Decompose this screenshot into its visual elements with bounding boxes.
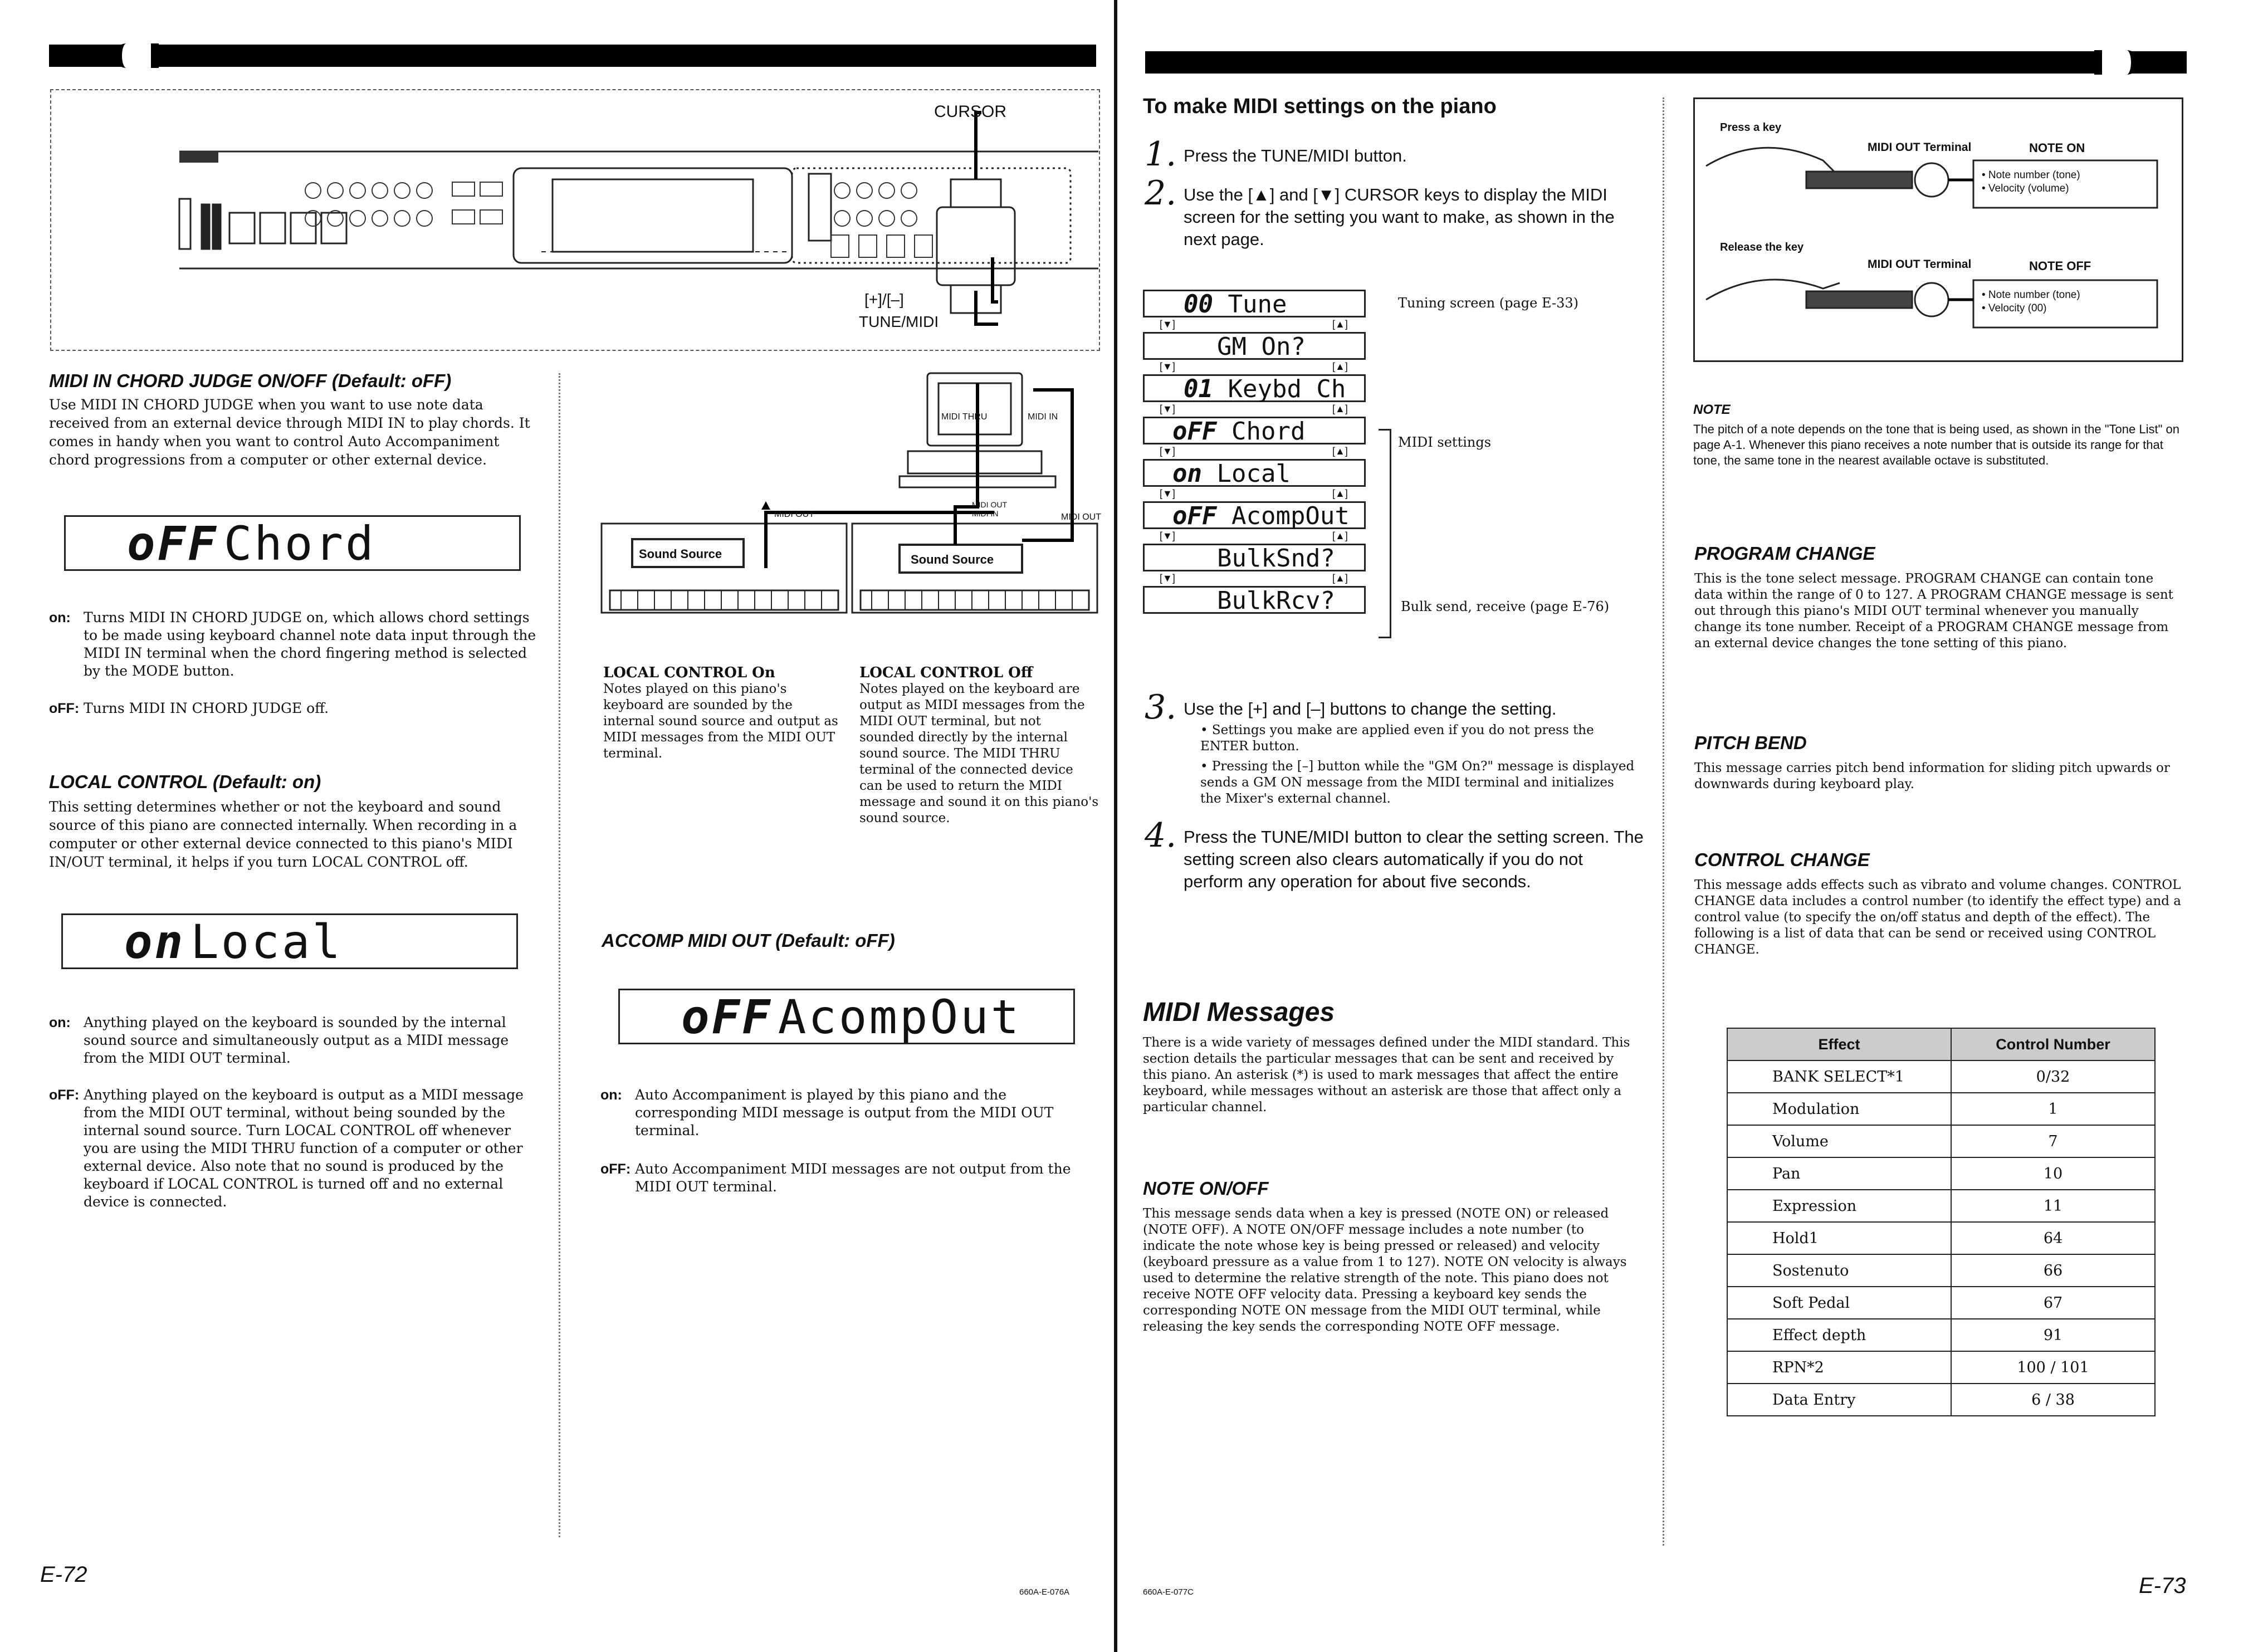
left-header-notch [114, 43, 159, 68]
screen-keybd-ch: 01 Keybd Ch [1143, 374, 1366, 402]
right-page-number: E-73 [2139, 1573, 2186, 1598]
note-on-label: NOTE ON [2029, 141, 2085, 155]
screen-arrows: [▼] [▲] [1160, 361, 1348, 372]
terminal-label-off: MIDI OUT Terminal [1868, 258, 1972, 271]
note-diagram [1693, 97, 2183, 362]
page-gutter [1114, 0, 1117, 1652]
option-text: Turns MIDI IN CHORD JUDGE off. [84, 700, 329, 716]
step-3 [1145, 688, 1646, 727]
table-cell: RPN*2 [1727, 1351, 1951, 1384]
connection-drawing [599, 368, 1111, 635]
screen-bulk-receive: BulkRcv? [1143, 586, 1366, 614]
tune-midi-callout: TUNE/MIDI [859, 313, 939, 330]
screen-local: on Local [1143, 459, 1366, 487]
cursor-callout: CURSOR [934, 102, 1007, 121]
step-2 [1145, 174, 1646, 251]
local-off-title: LOCAL CONTROL Off [859, 664, 1033, 681]
diagram-midi-out-right: MIDI OUT [1061, 512, 1101, 522]
local-off-text: Notes played on the keyboard are output as MIDI messages from the MIDI OUT terminal, but not sounded directly by the internal sound source. The MIDI THRU terminal of the connected device can be used to return the MIDI message and sound it on this piano's sound source. [859, 682, 1099, 825]
local-control-diagram [599, 368, 1111, 635]
accomp-on-option [600, 1086, 1096, 1140]
step-number: 3. [1145, 688, 1177, 727]
local-on-text: Notes played on this piano's keyboard are sounded by the internal sound source and output as MIDI messages from the MIDI OUT terminal. [603, 682, 838, 761]
chord-judge-text: Use MIDI IN CHORD JUDGE when you want to use note data received from an external device through MIDI IN to play chords. It comes in handy when you want to control Auto Accompaniment chord progressions from a computer or other external device. [49, 397, 530, 468]
option-text: Anything played on the keyboard is sounded by the internal sound source and simultaneously output as a MIDI message from the MIDI OUT terminal. [84, 1014, 509, 1066]
accomp-lcd-text: AcompOut [778, 990, 1022, 1044]
local-on-title: LOCAL CONTROL On [603, 664, 775, 681]
step-number: 2. [1145, 174, 1177, 213]
table-row [1727, 1287, 2155, 1319]
program-change-heading: PROGRAM CHANGE [1694, 543, 1875, 564]
table-cell: Sostenuto [1727, 1254, 1951, 1287]
diagram-midi-thru: MIDI THRU [941, 412, 988, 422]
option-tag: oFF: [49, 1087, 80, 1103]
accomp-off-option [600, 1160, 1096, 1196]
right-header-notch [2094, 50, 2139, 75]
midi-messages-text: There is a wide variety of messages defined under the MIDI standard. This section details the particular messages that can be sent and received by this piano. An asterisk (*) is used to mark messages that affect the entire keyboard, while messages without an asterisk are those that affect only a particular channel. [1143, 1035, 1630, 1115]
table-cell: 66 [1951, 1254, 2155, 1287]
release-key-label: Release the key [1720, 241, 1804, 253]
control-number-table [1727, 1028, 2156, 1416]
chord-lcd-key: oFF [127, 516, 218, 571]
note-onoff-text: This message sends data when a key is pressed (NOTE ON) or released (NOTE OFF). A NOTE ON/OFF message includes a note number (to indicate the note whose key is being pressed or released) and velocity (keyboard pressure as a value from 1 to 127). NOTE ON velocity is always used to determine the relative strength of the note. This piano does not receive NOTE OFF velocity data. Pressing a keyboard key sends the corresponding NOTE ON message from the MIDI OUT terminal, while releasing the key sends the corresponding NOTE OFF message. [1143, 1206, 1627, 1334]
chord-lcd-text: Chord [223, 516, 376, 571]
step-text: Press the TUNE/MIDI button to clear the setting screen. The setting screen also clears automatically if you do not perform any operation for about five seconds. [1184, 827, 1644, 891]
chord-lcd [64, 515, 521, 571]
diagram-midi-in: MIDI IN [1028, 412, 1058, 422]
accomp-heading: ACCOMP MIDI OUT (Default: oFF) [602, 930, 895, 951]
panel-illustration [50, 89, 1100, 351]
screen-arrows: [▼] [▲] [1160, 530, 1348, 541]
midi-messages-heading: MIDI Messages [1143, 998, 1335, 1027]
chord-judge-heading: MIDI IN CHORD JUDGE ON/OFF (Default: oFF) [49, 370, 452, 391]
note-diagram-drawing [1695, 99, 2182, 360]
table-cell: 100 / 101 [1951, 1351, 2155, 1384]
screen-label-midi: MIDI settings [1398, 434, 1492, 450]
screen-gm-on: GM On? [1143, 332, 1366, 360]
note-on-details: • Note number (tone) • Velocity (volume) [1982, 169, 2080, 194]
option-tag: on: [49, 1015, 71, 1030]
option-text: Turns MIDI IN CHORD JUDGE on, which allows chord settings to be made using keyboard channel note data input through the MIDI IN terminal when the chord fingering method is selected by the MODE button. [84, 609, 536, 679]
table-cell: BANK SELECT*1 [1727, 1060, 1951, 1093]
note-box-text: The pitch of a note depends on the tone that is being used, as shown in the "Tone List" on page A-1. Whenever this piano receives a note number that is outside its range for that tone, the same tone in the nearest available octave is substituted. [1693, 422, 2179, 467]
local-off-option [49, 1086, 539, 1211]
option-tag: oFF: [600, 1161, 631, 1177]
option-tag: oFF: [49, 701, 80, 716]
local-control-heading: LOCAL CONTROL (Default: on) [49, 771, 321, 792]
table-row [1727, 1190, 2155, 1222]
screen-arrows: [▼] [▲] [1160, 403, 1348, 414]
table-header: Control Number [1951, 1028, 2155, 1060]
table-cell: Expression [1727, 1190, 1951, 1222]
make-settings-heading: To make MIDI settings on the piano [1143, 95, 1497, 118]
table-cell: Volume [1727, 1125, 1951, 1157]
midi-screens [1143, 290, 1377, 614]
diagram-midi-out-left: MIDI OUT [774, 510, 814, 519]
local-control-text: This setting determines whether or not the keyboard and sound source of this piano are connected internally. When recording in a computer or other external device connected to this piano's MIDI IN/OUT terminal, it helps if you turn LOCAL CONTROL off. [49, 799, 517, 870]
note-box-title [1693, 402, 1731, 418]
control-change-heading: CONTROL CHANGE [1694, 849, 1870, 870]
left-header-bar [49, 45, 1096, 67]
step-3-bullet-2: • Pressing the [–] button while the "GM On?" message is displayed sends a GM ON message from the MIDI terminal and initializes the Mixer's external channel. [1200, 759, 1635, 806]
control-change-text: This message adds effects such as vibrato and volume changes. CONTROL CHANGE data includes a control number (to identify the effect type) and a control value (to specify the on/off status and depth of the effect). The following is a list of data that can be send or received using CONTROL CHANGE. [1694, 878, 2182, 957]
table-row [1727, 1384, 2155, 1416]
table-cell: 0/32 [1951, 1060, 2155, 1093]
table-cell: 91 [1951, 1319, 2155, 1351]
local-on-option [49, 1014, 539, 1067]
local-lcd-key: on [124, 915, 185, 969]
option-text: Anything played on the keyboard is output as a MIDI message from the MIDI OUT terminal, without being sounded by the internal sound source. Turn LOCAL CONTROL off whenever you are using the MIDI THRU function of a computer or other external device. Also note that no sound is produced by the keyboard if LOCAL CONTROL is turned off and no external device is connected. [84, 1087, 524, 1210]
diagram-sound-source-left: Sound Source [639, 547, 722, 561]
table-header: Effect [1727, 1028, 1951, 1060]
local-off-caption [859, 664, 1099, 827]
right-page-code: 660A-E-077C [1143, 1587, 1194, 1597]
step-text: Use the [▲] and [▼] CURSOR keys to display the MIDI screen for the setting you want to make, as shown in the next page. [1184, 185, 1615, 249]
table-row [1727, 1157, 2155, 1190]
option-text: Auto Accompaniment is played by this piano and the corresponding MIDI message is output from the MIDI OUT terminal. [635, 1087, 1054, 1138]
table-cell: 1 [1951, 1093, 2155, 1125]
step-3-bullet-1: • Settings you make are applied even if you do not press the ENTER button. [1200, 723, 1594, 754]
step-text: Press the TUNE/MIDI button. [1184, 146, 1407, 165]
left-page-number: E-72 [40, 1562, 87, 1587]
note-onoff-heading: NOTE ON/OFF [1143, 1178, 1269, 1199]
accomp-lcd [618, 989, 1075, 1044]
table-row [1727, 1093, 2155, 1125]
step-4 [1145, 816, 1646, 893]
table-cell: Effect depth [1727, 1319, 1951, 1351]
screen-tune: 00 Tune [1143, 290, 1366, 317]
terminal-label-on: MIDI OUT Terminal [1868, 141, 1972, 154]
screen-arrows: [▼] [▲] [1160, 319, 1348, 330]
diagram-midi-out-in: MIDI OUT MIDI IN [972, 500, 1007, 518]
left-page-code: 660A-E-076A [1019, 1587, 1070, 1597]
table-cell: 7 [1951, 1125, 2155, 1157]
local-on-caption [603, 664, 843, 762]
step-text: Use the [+] and [–] buttons to change the setting. [1184, 699, 1557, 719]
keyboard-panel-drawing [51, 90, 1099, 350]
table-cell: Modulation [1727, 1093, 1951, 1125]
right-header-bar [1145, 51, 2187, 74]
note-off-label: NOTE OFF [2029, 259, 2091, 273]
table-row [1727, 1351, 2155, 1384]
table-row [1727, 1060, 2155, 1093]
option-tag: on: [49, 610, 71, 625]
step-number: 4. [1145, 816, 1177, 855]
pitch-bend-heading: PITCH BEND [1694, 732, 1807, 753]
screen-acompout: oFF AcompOut [1143, 501, 1366, 529]
table-cell: Data Entry [1727, 1384, 1951, 1416]
column-rule-right [1663, 97, 1664, 1546]
note-off-details: • Note number (tone) • Velocity (00) [1982, 289, 2080, 314]
screen-label-tuning: Tuning screen (page E-33) [1398, 295, 1578, 311]
table-cell: Hold1 [1727, 1222, 1951, 1254]
chord-on-option [49, 609, 539, 680]
option-tag: on: [600, 1087, 622, 1103]
table-cell: Soft Pedal [1727, 1287, 1951, 1319]
screen-label-bulk: Bulk send, receive (page E-76) [1401, 599, 1610, 614]
diagram-sound-source-right: Sound Source [911, 553, 994, 566]
step-1 [1145, 135, 1646, 174]
table-row [1727, 1125, 2155, 1157]
screen-arrows: [▼] [▲] [1160, 573, 1348, 584]
table-row [1727, 1319, 2155, 1351]
table-cell: 67 [1951, 1287, 2155, 1319]
screen-bracket [1379, 429, 1391, 638]
note-title: NOTE [1693, 402, 1731, 417]
option-text: Auto Accompaniment MIDI messages are not output from the MIDI OUT terminal. [635, 1161, 1071, 1195]
screen-bulk-send: BulkSnd? [1143, 544, 1366, 571]
column-rule-left [559, 373, 560, 1537]
table-cell: Pan [1727, 1157, 1951, 1190]
table-cell: 11 [1951, 1190, 2155, 1222]
step-number: 1. [1145, 135, 1177, 174]
chord-off-option [49, 700, 539, 717]
table-row [1727, 1222, 2155, 1254]
local-lcd-text: Local [190, 915, 343, 969]
press-key-label: Press a key [1720, 121, 1782, 134]
table-cell: 6 / 38 [1951, 1384, 2155, 1416]
screen-chord: oFF Chord [1143, 417, 1366, 444]
plus-minus-callout: [+]/[–] [864, 291, 904, 308]
screen-arrows: [▼] [▲] [1160, 446, 1348, 457]
screen-arrows: [▼] [▲] [1160, 488, 1348, 499]
pitch-bend-text: This message carries pitch bend information for sliding pitch upwards or downwards during keyboard play. [1694, 761, 2170, 791]
table-row [1727, 1254, 2155, 1287]
program-change-text: This is the tone select message. PROGRAM CHANGE can contain tone data within the range of 0 to 127. A PROGRAM CHANGE message is sent out through this piano's MIDI OUT terminal whenever you manually change its tone number. Receipt of a PROGRAM CHANGE message from an external device changes the tone setting of this piano. [1694, 571, 2173, 651]
table-cell: 64 [1951, 1222, 2155, 1254]
table-cell: 10 [1951, 1157, 2155, 1190]
table-header-row [1727, 1028, 2155, 1060]
local-lcd [61, 913, 518, 969]
accomp-lcd-key: oFF [681, 990, 773, 1044]
